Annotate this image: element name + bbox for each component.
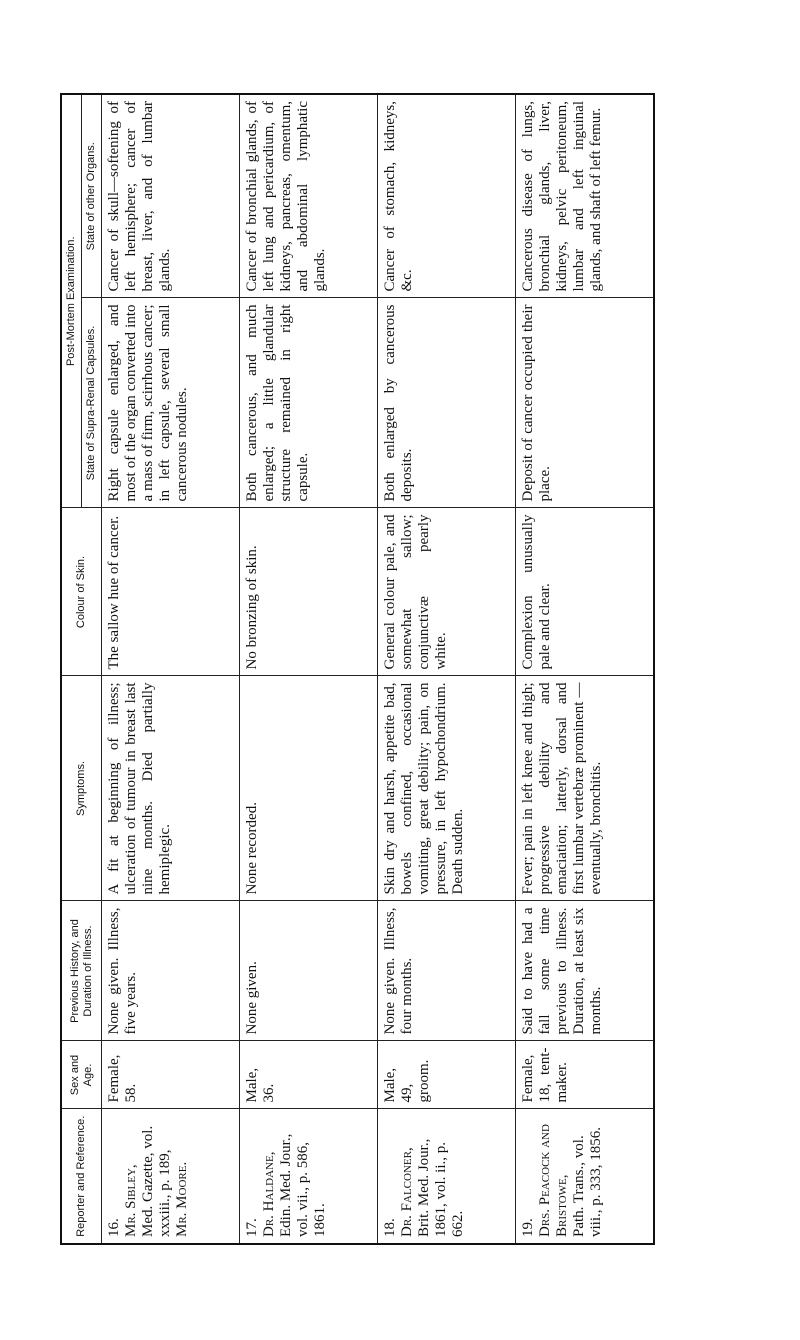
table-row-case-19 xyxy=(516,94,654,1244)
reporter-name: Drs. Peacock and Bristowe, xyxy=(537,1124,571,1237)
case-number: 19. xyxy=(520,1218,537,1237)
table-row-case-16 xyxy=(102,94,240,1244)
reporter-name: Mr. Sibley, xyxy=(123,1164,139,1237)
header-skin: Colour of Skin. xyxy=(61,508,102,676)
skin-cell: General colour pale, and somewhat sallow; conjunctivæ pearly white. xyxy=(378,508,516,676)
table-header xyxy=(61,94,102,1244)
history-cell: None given. Illness, four months. xyxy=(378,901,516,1041)
other-organs-cell: Cancer of skull—softening of left hemisphere; cancer of breast, liver, and of lumbar glands. xyxy=(102,94,240,298)
reference-text: Path. Trans., vol. viii., p. 333, 1856. xyxy=(571,1126,605,1237)
other-organs-cell: Cancer of stomach, kidneys, &c. xyxy=(378,94,516,298)
sex-age-cell: Male, 49, groom. xyxy=(378,1041,516,1109)
supra-renal-cell: Right capsule enlarged, and most of the organ converted into a mass of firm, scirrhous cancer; in left capsule, several small cancerous nodules. xyxy=(102,298,240,508)
case-number: 17. xyxy=(244,1218,261,1237)
header-sex-age: Sex and Age. xyxy=(61,1041,102,1109)
sex-age-cell: Male, 36. xyxy=(240,1041,378,1109)
header-other-organs: State of other Organs. xyxy=(82,94,102,298)
sex-age-cell: Female, 18, tent-maker. xyxy=(516,1041,654,1109)
reporter-cell xyxy=(516,1109,654,1244)
case-number: 16. xyxy=(106,1218,122,1237)
history-cell: None given. xyxy=(240,901,378,1041)
table-row-case-17 xyxy=(240,94,378,1244)
reporter-name: Dr. Haldane, xyxy=(261,1151,278,1237)
reference-text: Brit. Med. Jour., 1861, vol. ii., p. 662. xyxy=(416,1138,467,1237)
symptoms-cell: Skin dry and harsh, appetite bad, bowels confined, occasional vomiting, great debility; pain, on pressure, in left hypochondrium. Death sudden. xyxy=(378,676,516,901)
header-history: Previous History, and Duration of Illness. xyxy=(61,901,102,1041)
reporter-cell xyxy=(102,1109,240,1244)
history-cell: Said to have had a fall some time previous to illness. Duration, at least six months. xyxy=(516,901,654,1041)
supra-renal-cell: Both cancerous, and much enlarged; a little glandular structure remained in right capsule. xyxy=(240,298,378,508)
other-organs-cell: Cancer of bronchial glands, of left lung and pericardium, of kidneys, pancreas, omentum, and abdominal lymphatic glands. xyxy=(240,94,378,298)
header-symptoms: Symptoms. xyxy=(61,676,102,901)
skin-cell: No bronzing of skin. xyxy=(240,508,378,676)
reference-text: Med. Gazette, vol. xxxiii., p. 189, xyxy=(140,1125,173,1237)
case-number: 18. xyxy=(382,1218,399,1237)
supra-renal-cell: Both enlarged by cancerous deposits. xyxy=(378,298,516,508)
header-post-mortem: Post-Mortem Examination. xyxy=(61,94,82,508)
other-organs-cell: Cancerous disease of lungs, bronchial glands, liver, kidneys, pelvic peritoneum, lumbar and left inguinal glands, and shaft of left femur. xyxy=(516,94,654,298)
skin-cell: Complexion unusually pale and clear. xyxy=(516,508,654,676)
symptoms-cell: None recorded. xyxy=(240,676,378,901)
symptoms-cell: Fever; pain in left knee and thigh; progressive debility and emaciation; latterly, dorsal and first lumbar vertebræ prominent — eventually, bronchitis. xyxy=(516,676,654,901)
rotated-table-page xyxy=(60,95,655,1245)
header-reporter: Reporter and Reference. xyxy=(61,1109,102,1244)
history-cell: None given. Illness, five years. xyxy=(102,901,240,1041)
skin-cell: The sallow hue of cancer. xyxy=(102,508,240,676)
symptoms-cell: A fit at beginning of illness; ulceration of tumour in breast last nine months. Died partially hemiplegic. xyxy=(102,676,240,901)
reference-text: Edin. Med. Jour., vol. vii., p. 586, 1861. xyxy=(278,1133,329,1237)
reporter-name: Dr. Falconer, xyxy=(399,1147,416,1237)
reporter-cell xyxy=(378,1109,516,1244)
supra-renal-cell: Deposit of cancer occupied their place. xyxy=(516,298,654,508)
reporter-name-secondary: Mr. Moore. xyxy=(174,1161,190,1237)
sex-age-cell: Female, 58. xyxy=(102,1041,240,1109)
reporter-cell xyxy=(240,1109,378,1244)
table-row-case-18 xyxy=(378,94,516,1244)
case-table xyxy=(60,93,655,1245)
header-supra-renal: State of Supra-Renal Capsules. xyxy=(82,298,102,508)
